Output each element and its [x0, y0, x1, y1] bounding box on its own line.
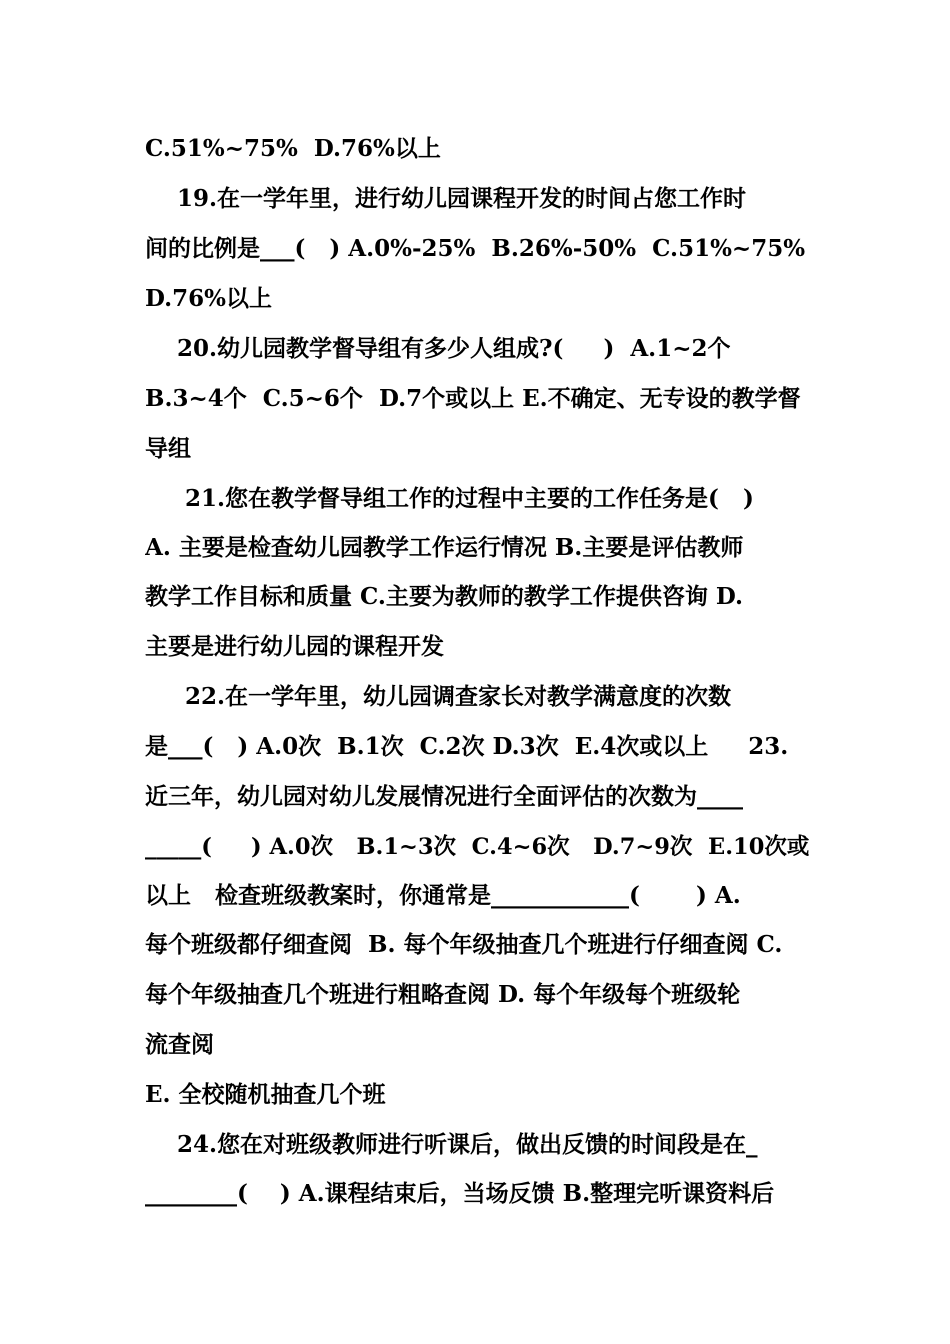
text-line: C.51%~75% D.76%以上 — [145, 135, 441, 162]
text-line: 21.您在教学督导组工作的过程中主要的工作任务是( ) — [145, 485, 754, 512]
text-line: A. 主要是检查幼儿园教学工作运行情况 B.主要是评估教师 — [145, 534, 744, 561]
text-line: 教学工作目标和质量 C.主要为教师的教学工作提供咨询 D. — [145, 583, 744, 610]
text-line: B.3~4个 C.5~6个 D.7个或以上 E.不确定、无专设的教学督 — [145, 385, 801, 412]
text-line: 流查阅 — [145, 1031, 214, 1058]
text-line: 每个班级都仔细查阅 B. 每个年级抽查几个班进行仔细查阅 C. — [145, 931, 783, 958]
text-line: 间的比例是___( ) A.0%-25% B.26%-50% C.51%~75% — [145, 235, 806, 262]
text-line: 是___( ) A.0次 B.1次 C.2次 D.3次 E.4次或以上 23. — [145, 733, 789, 760]
text-line: 近三年，幼儿园对幼儿发展情况进行全面评估的次数为____ — [145, 783, 743, 810]
text-line: 以上 检查班级教案时，你通常是____________( ) A. — [145, 882, 741, 909]
text-line: 20.幼儿园教学督导组有多少人组成?( ) A.1~2个 — [145, 335, 731, 362]
text-line: E. 全校随机抽查几个班 — [145, 1081, 386, 1108]
text-line: 22.在一学年里，幼儿园调查家长对教学满意度的次数 — [145, 683, 732, 710]
text-line: 导组 — [145, 435, 191, 462]
text-line: ________( ) A.课程结束后，当场反馈 B.整理完听课资料后 — [145, 1180, 775, 1207]
text-line: 19.在一学年里，进行幼儿园课程开发的时间占您工作时 — [145, 185, 747, 212]
text-line: 每个年级抽查几个班进行粗略查阅 D. 每个年级每个班级轮 — [145, 981, 741, 1008]
text-line: _____( ) A.0次 B.1~3次 C.4~6次 D.7~9次 E.10次或 — [145, 834, 810, 860]
text-line: 主要是进行幼儿园的课程开发 — [145, 633, 444, 660]
text-line: D.76%以上 — [145, 285, 272, 312]
text-line: 24.您在对班级教师进行听课后，做出反馈的时间段是在_ — [145, 1131, 758, 1158]
